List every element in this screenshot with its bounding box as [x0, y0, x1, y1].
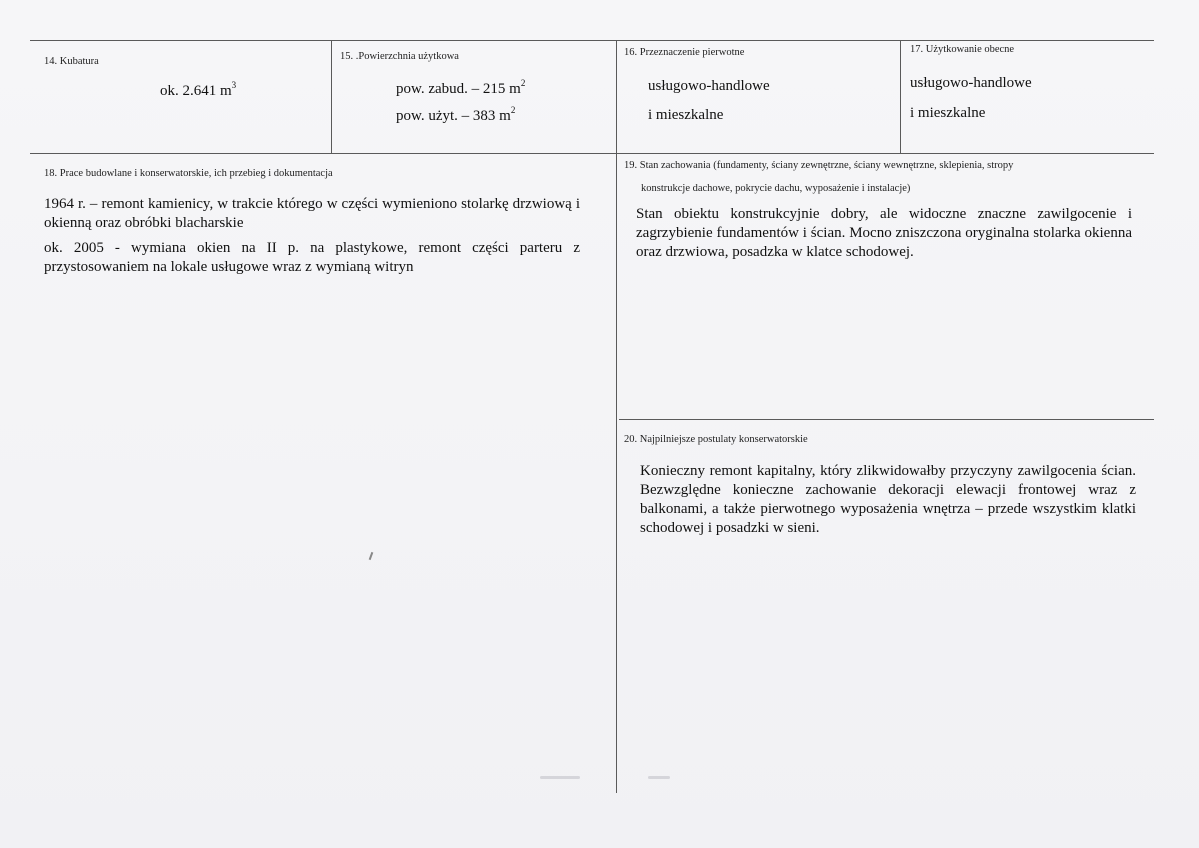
- row-divider-20: [619, 419, 1154, 420]
- col-divider-2: [616, 40, 617, 793]
- field-15-label: 15. .Powierzchnia użytkowa: [340, 51, 459, 62]
- field-14-label: 14. Kubatura: [44, 56, 99, 67]
- pen-mark: [369, 552, 374, 560]
- field-14-value: ok. 2.641 $m^3$: [160, 80, 237, 99]
- field-17-line2: i mieszkalne: [910, 105, 986, 121]
- field-17-line1: usługowo-handlowe: [910, 75, 1032, 91]
- field-20-label: 20. Najpilniejsze postulaty konserwatorskie: [624, 434, 808, 445]
- field-15-line2: pow. użyt. – 383 $m^2$: [396, 105, 516, 124]
- scan-smudge: [648, 776, 670, 779]
- field-16-label: 16. Przeznaczenie pierwotne: [624, 47, 745, 58]
- field-19-label-line2: konstrukcje dachowe, pokrycie dachu, wyposażenie i instalacje): [641, 183, 911, 194]
- row-divider-1: [30, 153, 1154, 154]
- field-16-line2: i mieszkalne: [648, 107, 724, 123]
- col-divider-3: [900, 40, 901, 153]
- field-19-text: Stan obiektu konstrukcyjnie dobry, ale widoczne znaczne zawilgocenie i zagrzybienie fundamentów i ścian. Mocno zniszczona oryginalna stolarka okienna oraz drzwiowa, posadzka w klatce schodowej.: [636, 206, 1132, 260]
- field-20-text: Konieczny remont kapitalny, który zlikwidowałby przyczyny zawilgocenia ścian. Bezwzględne konieczne zachowanie dekoracji elewacji frontowej wraz z balkonami, a także pierwotnego wyposażenia wnętrza – przede wszystkim klatki schodowej i posadzki w sieni.: [640, 463, 1136, 536]
- top-border: [30, 40, 1154, 41]
- field-18-label: 18. Prace budowlane i konserwatorskie, ich przebieg i dokumentacja: [44, 168, 333, 179]
- field-16-line1: usługowo-handlowe: [648, 78, 770, 94]
- field-15-line1: pow. zabud. – 215 $m^2$: [396, 78, 526, 97]
- scan-smudge: [540, 776, 580, 779]
- col-divider-1: [331, 40, 332, 153]
- field-18-text: [44, 195, 580, 277]
- field-17-label: 17. Użytkowanie obecne: [910, 44, 1015, 55]
- field-19-label-line1: 19. Stan zachowania (fundamenty, ściany zewnętrzne, ściany wewnętrzne, sklepienia, stropy: [624, 160, 1014, 171]
- field-18-paragraph-2: ok. 2005 - wymiana okien na II p. na plastykowe, remont części parteru z przystosowaniem na lokale usługowe wraz z wymianą witryn: [44, 240, 580, 275]
- field-18-paragraph-1: 1964 r. – remont kamienicy, w trakcie którego w części wymieniono stolarkę drzwiową i okienną oraz obróbki blacharskie: [44, 196, 580, 231]
